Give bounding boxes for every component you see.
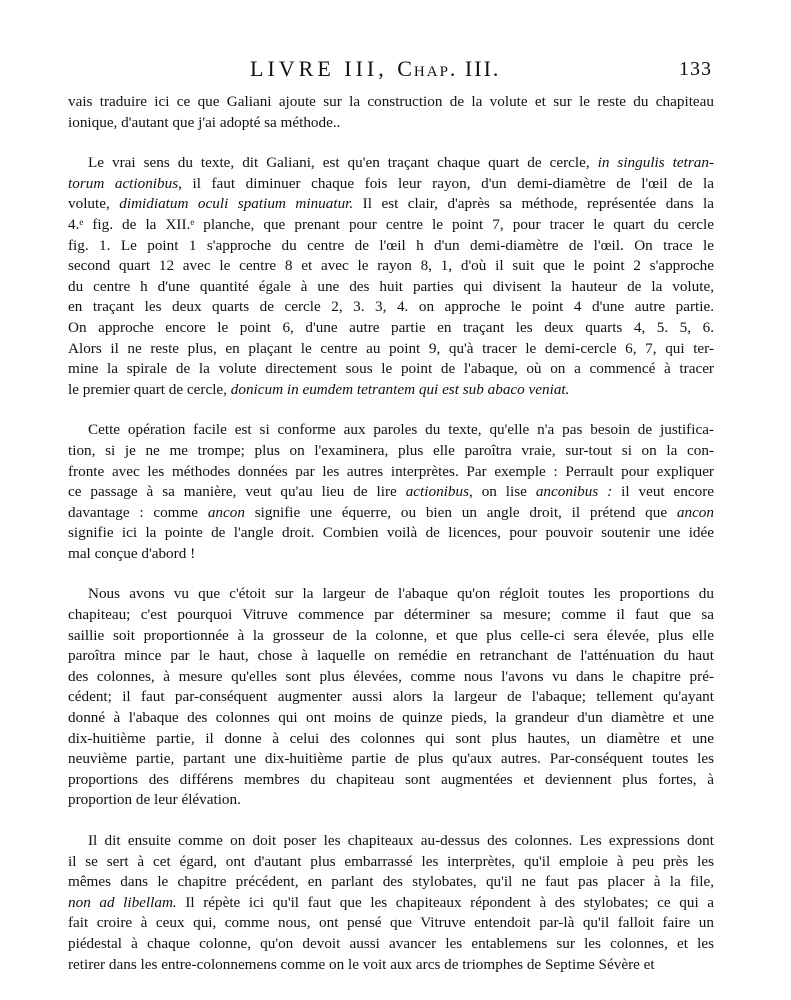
text-segment: signifie une équerre, ou bien un angle droit, il prétend que (244, 503, 677, 521)
paragraph-0 (68, 92, 714, 133)
text-segment: ce passage à sa manière, veut qu'au lieu de lire (68, 483, 406, 501)
text-line (68, 626, 714, 647)
text-line (68, 852, 714, 873)
page-body (68, 92, 714, 975)
text-segment: fait croire à ceux qui, comme nous, ont pensé que Vitruve entendoit par-là qu'il falloit faire un (68, 914, 714, 932)
text-line (68, 441, 714, 462)
text-segment: Alors il ne reste plus, en plaçant le centre au point 9, qu'à tracer le demi-cercle 6, 7, qui ter- (68, 339, 714, 357)
text-line (68, 482, 714, 503)
text-line (68, 339, 714, 360)
text-line (68, 872, 714, 893)
text-line (68, 462, 714, 483)
latin-quote: ancon (676, 503, 714, 521)
text-segment: chapiteau; c'est pourquoi Vitruve commence par déterminer sa mesure; comme il faut que sa (68, 606, 714, 624)
paragraph-gap (68, 400, 714, 420)
text-segment: proportions des différens membres du chapiteau sont augmentées et deviennent plus fortes, à (68, 770, 714, 788)
latin-quote: ancon (207, 503, 245, 521)
page-header (0, 56, 791, 84)
paragraph-2 (68, 420, 714, 564)
text-line (68, 667, 714, 688)
text-segment: volute, (68, 195, 120, 213)
text-line (68, 359, 714, 380)
text-segment: en traçant les deux quarts de cercle 2, 3. 3, 4. on approche le point 4 d'une autre partie. (68, 298, 714, 316)
paragraph-1 (68, 153, 714, 400)
text-line (68, 770, 714, 791)
text-segment: vais traduire ici ce que Galiani ajoute sur la construction de la volute et sur le reste du chapiteau (68, 93, 714, 110)
text-line (68, 420, 714, 441)
text-segment: fig. 1. Le point 1 s'approche du centre de l'œil h d'un demi-diamètre de l'œil. On trace le (68, 236, 714, 254)
text-segment: , il faut diminuer chaque fois leur rayon, d'un demi-diamètre de l'œil de la (178, 174, 714, 192)
text-segment: On approche encore le point 6, d'une autre partie en traçant les deux quarts 4, 5. 5, 6. (68, 318, 714, 336)
text-segment: Nous avons vu que c'étoit sur la largeur de l'abaque qu'on régloit toutes les proportions du (88, 585, 714, 603)
text-segment: Cette opération facile est si conforme aux paroles du texte, qu'elle n'a pas besoin de justifica- (88, 421, 714, 439)
text-line (68, 955, 714, 976)
text-line (68, 174, 714, 195)
text-line (68, 153, 714, 174)
running-head-chapter: Chap. III. (397, 56, 501, 81)
running-head (250, 56, 500, 82)
text-segment: davantage : comme (68, 503, 208, 521)
text-line (68, 236, 714, 257)
text-segment: 4.ᵉ fig. de la XII.ᵉ planche, que prenant pour centre le point 7, pour tracer le quart du cercle (68, 215, 714, 233)
text-segment: ionique, d'autant que j'ai adopté sa méthode.. (68, 113, 341, 131)
text-line (68, 708, 714, 729)
text-segment: des colonnes, à mesure qu'elles sont plus élevées, comme nous l'avons vu dans le chapitre pré- (68, 667, 714, 685)
text-line (68, 380, 714, 401)
text-line (68, 194, 714, 215)
latin-quote: torum actionibus (68, 174, 179, 192)
text-line (68, 297, 714, 318)
text-line (68, 544, 714, 565)
text-segment: Il dit ensuite comme on doit poser les chapiteaux au-dessus des colonnes. Les expressions dont (88, 832, 714, 849)
text-segment: proportion de leur élévation. (68, 791, 241, 809)
text-line (68, 790, 714, 811)
text-line (68, 277, 714, 298)
text-line (68, 503, 714, 524)
paragraph-gap (68, 564, 714, 584)
text-segment: mine la spirale de la volute directement sous le point de l'abaque, où on a commencé à tracer (68, 360, 714, 378)
text-segment: du centre h d'une quantité égale à une des huit parties qui divisent la hauteur de la volute, (68, 277, 714, 295)
text-segment: signifie ici la pointe de l'angle droit. Combien voilà de licences, pour pouvoir soutenir une idée (68, 524, 714, 542)
paragraph-gap (68, 133, 714, 153)
paragraph-3 (68, 584, 714, 811)
text-segment: donné à l'abaque des colonnes qui ont moins de quinze pieds, la grandeur d'un diamètre et une (68, 709, 714, 727)
text-line (68, 729, 714, 750)
latin-quote: non ad libellam. (68, 893, 177, 911)
text-segment: il veut encore (612, 483, 715, 501)
text-segment: mêmes dans le chapitre précédent, en parlant des stylobates, qu'il ne faut pas placer à la file, (68, 873, 714, 891)
text-line (68, 893, 714, 914)
text-segment: fronte avec les méthodes données par les autres interprètes. Par exemple : Perrault pour expliquer (68, 462, 714, 480)
text-line (68, 687, 714, 708)
running-head-book: LIVRE III, (250, 56, 388, 81)
text-line (68, 646, 714, 667)
text-segment: paroîtra mince par le haut, chose à laquelle on remédie en retranchant de l'atténuation du haut (68, 647, 714, 665)
text-line (68, 256, 714, 277)
text-segment: saillie soit proportionnée à la grosseur de la colonne, et que plus celle-ci sera élevée, plus elle (68, 626, 714, 644)
text-line (68, 934, 714, 955)
text-line (68, 523, 714, 544)
latin-quote: in singulis tetran- (597, 154, 714, 172)
text-segment: piédestal à chaque colonne, qu'on devoit aussi avancer les entablemens sur les colonnes, et les (68, 934, 714, 952)
text-segment: Il répète ici qu'il faut que les chapiteaux répondent à des stylobates; ce qui a (176, 893, 714, 911)
text-line (68, 605, 714, 626)
text-line (68, 913, 714, 934)
latin-quote: anconibus : (535, 483, 613, 501)
latin-quote: actionibus (405, 483, 469, 501)
page-number: 133 (679, 58, 712, 80)
text-segment: Il est clair, d'après sa méthode, représentée dans la (353, 195, 714, 213)
text-segment: second quart 12 avec le centre 8 et avec le rayon 8, 1, d'où il suit que le point 2 s'approche (68, 257, 714, 275)
paragraph-4 (68, 831, 714, 975)
text-segment: il se sert à cet égard, ont d'autant plus embarrassé les interprètes, qu'il emploie à peu près les (68, 852, 714, 870)
text-line (68, 113, 714, 134)
latin-quote: donicum in eumdem tetrantem qui est sub abaco veniat. (230, 380, 570, 398)
text-segment: Le vrai sens du texte, dit Galiani, est qu'en traçant chaque quart de cercle, (88, 154, 598, 172)
text-segment: tion, si je ne me trompe; plus on l'examinera, plus elle paroîtra vraie, sur-tout si on la con- (68, 441, 714, 459)
text-line (68, 749, 714, 770)
text-line (68, 318, 714, 339)
text-segment: cédent; il faut par-conséquent augmenter aussi alors la largeur de l'abaque; tellement qu'ayant (68, 688, 714, 706)
text-segment: dix-huitième partie, il donne à celui des colonnes qui sont plus hautes, un diamètre et une (68, 729, 714, 747)
text-segment: neuvième partie, partant une dix-huitième partie de plus qu'aux autres. Par-conséquent toutes les (68, 750, 714, 768)
text-segment: retirer dans les entre-colonnemens comme on le voit aux arcs de triomphes de Septime Sévère et (68, 955, 655, 973)
text-line (68, 831, 714, 852)
text-segment: mal conçue d'abord ! (68, 544, 196, 562)
text-line (68, 92, 714, 113)
text-line (68, 584, 714, 605)
latin-quote: dimidiatum oculi spatium minuatur. (119, 195, 354, 213)
text-line (68, 215, 714, 236)
text-segment: , on lise (468, 483, 536, 501)
paragraph-gap (68, 811, 714, 831)
text-segment: le premier quart de cercle, (68, 380, 231, 398)
